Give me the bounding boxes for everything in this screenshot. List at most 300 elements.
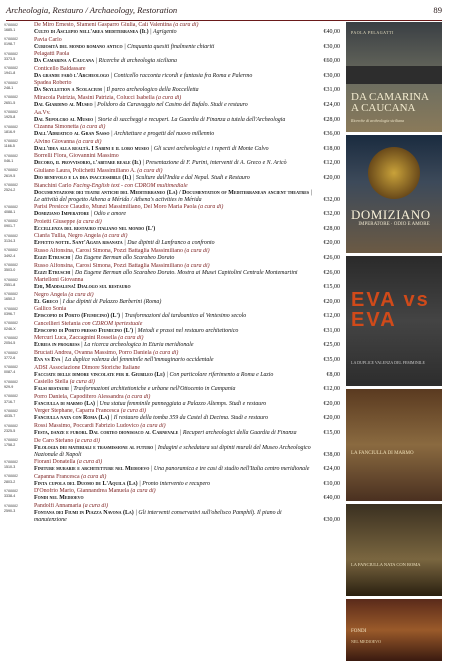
cover-title: DA CAMARINA A CAUCANA — [351, 91, 429, 114]
catalog-entry[interactable] — [4, 183, 340, 204]
isbn-prefix: 9788882 — [4, 80, 18, 85]
isbn-code — [4, 321, 34, 331]
entry-editor-note: (a cura di) — [69, 379, 95, 386]
entry-price: €36,00 — [323, 131, 340, 138]
isbn-suffix: 3772-6 — [4, 355, 16, 360]
entry-author: Parisi Presicce Claudio, Munzi Massimiliano, Del Moro Maria Paola — [34, 204, 197, 211]
entry-title: Filologia dei materiali e trasmissione al futuro — [34, 444, 154, 451]
isbn-suffix: 2590-3 — [4, 508, 16, 513]
entry-price: €15,00 — [323, 430, 340, 437]
isbn-code — [4, 219, 34, 229]
entry-price: €38,00 — [323, 451, 340, 458]
entry-price: €30,00 — [323, 43, 340, 50]
entry-title: Fontana dei Fiumi in Piazza Navona (La) — [34, 510, 134, 516]
catalog-list — [4, 22, 340, 525]
entry-author: Aa.Vv. — [34, 109, 51, 116]
isbn-suffix: 4088-1 — [4, 209, 16, 214]
entry-title-line — [34, 328, 314, 335]
catalog-entry[interactable] — [4, 263, 340, 277]
entry-author-line — [34, 183, 340, 190]
entry-author: Bianchini Carlo — [34, 182, 72, 189]
book-cover-fondi[interactable] — [346, 599, 442, 661]
isbn-code — [4, 424, 34, 434]
entry-title-line — [34, 510, 314, 524]
entry-author-line — [34, 394, 340, 401]
isbn-suffix: 0198-7 — [4, 42, 16, 47]
entry-author-line — [34, 95, 340, 102]
isbn-prefix: 9788882 — [4, 438, 18, 443]
isbn-prefix: 9788882 — [4, 183, 18, 188]
catalog-entry[interactable] — [4, 153, 340, 167]
entry-title: Decoro, il provvisorio, l'abitare reale (Il) — [34, 160, 142, 167]
entry-title-line — [34, 401, 314, 408]
isbn-prefix: 9788882 — [4, 168, 18, 173]
isbn-code — [4, 438, 34, 448]
isbn-suffix: 1925-8 — [4, 115, 16, 120]
entry-editor-note: (a cura di) — [198, 204, 224, 211]
isbn-prefix: 9788882 — [4, 219, 18, 224]
isbn-prefix: 9788882 — [4, 459, 18, 464]
entry-title-line — [34, 87, 314, 94]
catalog-entry[interactable] — [4, 80, 340, 94]
entry-subtitle: | Il restauro della tomba 359 da Castel di Decima. Studi e restauro — [109, 415, 269, 422]
entry-subtitle: | Polidoro da Caravaggio nel Casino del Bufalo. Studi e restauro — [92, 101, 248, 108]
entry-editor-note: (a cura di) — [74, 437, 100, 444]
entry-author-line — [34, 168, 340, 175]
entry-price: €60,00 — [323, 58, 340, 65]
entry-author: Fiorani Donatella — [34, 459, 76, 466]
isbn-code — [4, 474, 34, 484]
isbn-code — [4, 37, 34, 47]
entry-editor-note: (a cura di) — [156, 94, 182, 101]
isbn-prefix: 9788882 — [4, 153, 18, 158]
catalog-entry[interactable] — [4, 124, 340, 138]
entry-subtitle: | Da Eugene Berman allo Scarabeo Dorato. Mostra ai Musei Capitolini Centrale Montemartini — [70, 269, 298, 276]
entry-title-line — [34, 226, 314, 233]
entry-editor-note: (a cura di) — [153, 350, 179, 357]
entry-author: Giuliano Laura, Polichetti Massimiliano A. — [34, 167, 136, 174]
entry-author-line — [34, 292, 340, 299]
entry-title-line — [34, 284, 314, 291]
entry-title: Dio benevolo e la dea inaccessibile (Il) — [34, 174, 132, 181]
entry-subtitle: | Trasformazioni dal tardoantico al Ventesimo secolo — [120, 313, 247, 320]
isbn-suffix: 3373-5 — [4, 56, 16, 61]
book-cover-domiziano[interactable] — [346, 135, 442, 253]
isbn-prefix: 9788882 — [4, 335, 18, 340]
entry-title-line — [34, 58, 314, 65]
isbn-suffix: 3492-4 — [4, 253, 16, 258]
entry-editor-note: (a cura di) — [173, 22, 199, 28]
entry-author: Capanna Francesca — [34, 473, 80, 480]
isbn-suffix: 2619-5 — [4, 173, 16, 178]
entry-subtitle: | Da Eugene Berman allo Scarabeo Dorato — [70, 254, 175, 261]
isbn-suffix: 1816-9 — [4, 129, 16, 134]
entry-title: Documentazione dei teatri antichi del Mediterraneo (La) / Documentation of Mediterranean ancient theatres — [34, 189, 310, 196]
entry-subtitle: | I due dipinti di Palazzo Barberini (Roma) — [58, 298, 162, 305]
catalog-entry[interactable] — [4, 459, 340, 473]
cover-subtitle: IMPERATORE · ODIO E AMORE — [358, 222, 430, 227]
entry-subtitle: | Presentazione di F. Purini, interventi di A. Greco e N. Aricò — [141, 160, 287, 167]
entry-editor-note: Facing-English text - con CDROM multimediale — [72, 182, 188, 189]
entry-title-line — [34, 44, 314, 51]
catalog-entry[interactable] — [4, 474, 340, 488]
entry-subtitle: | La duplice valenza del femminile nell'immaginario occidentale — [60, 357, 214, 364]
entry-author: Pelagatti Paola — [34, 51, 70, 58]
isbn-prefix: 9788882 — [4, 423, 18, 428]
entry-editor-note: (a cura di) — [120, 408, 146, 415]
entry-price: €8,00 — [326, 371, 340, 378]
isbn-prefix: 9788882 — [4, 124, 18, 129]
entry-subtitle: | Odio e amore — [89, 211, 126, 218]
entry-price: €30,00 — [323, 517, 340, 523]
entry-editor-note: (a cura di) — [118, 335, 144, 342]
catalog-entry[interactable] — [4, 306, 340, 320]
entry-title: Facciate delle dimore vincolate per il Giubileo (Le) — [34, 371, 165, 378]
catalog-entry[interactable] — [4, 488, 340, 502]
isbn-suffix: 2054-5 — [4, 341, 16, 346]
entry-title-line — [34, 357, 314, 364]
isbn-prefix: 9788882 — [4, 488, 18, 493]
entry-subtitle: | Una panoramica e tre casi di studio nell'Italia centro meridionale — [149, 466, 310, 473]
entry-editor-note: con CDROM ipertestuale — [82, 320, 143, 327]
entry-subtitle: | Architetture e progetti del nuovo millennio — [109, 131, 215, 138]
entry-title: Finiture murarie e architetture nel Medioevo — [34, 466, 150, 473]
isbn-suffix: 4035-7 — [4, 414, 16, 419]
entry-subtitle: | Una statua femminile panneggiata a Palazzo Altemps. Studi e restauro — [94, 400, 267, 407]
entry-title-line — [34, 102, 314, 109]
entry-editor-note: (a cura di) — [68, 291, 94, 298]
isbn-code — [4, 351, 34, 361]
isbn-suffix: 248-1 — [4, 86, 14, 91]
entry-author: Rossi Massimo, Poccardi Fabrizio Ludovico — [34, 423, 139, 430]
isbn-code — [4, 110, 34, 120]
isbn-prefix: 9788882 — [4, 263, 18, 267]
entry-title: Episcopio di Porto (Fiumicino) (L') — [34, 313, 120, 320]
entry-title-line — [34, 372, 314, 379]
entry-title: Eva vs Eva — [34, 357, 61, 364]
cover-subtitle: LA DUPLICE VALENZA DEL FEMMINILE — [351, 360, 425, 365]
entry-title-line — [34, 481, 314, 488]
entry-subtitle: | Pronto intervento e recupero — [137, 480, 211, 487]
cover-title: LA FANCIULLA DI MARMO — [351, 451, 414, 456]
isbn-suffix: 1758-2 — [4, 443, 16, 448]
catalog-entry[interactable] — [4, 204, 340, 218]
catalog-entry[interactable] — [4, 66, 340, 80]
entry-title: Da grande farò l'Archeologo — [34, 72, 110, 79]
entry-title: Dal Sepolcro al Museo — [34, 116, 94, 123]
entry-subtitle: | Le attività del progetto Athena a Mérida / Athena's activities in Mérida — [34, 189, 313, 203]
catalog-entry[interactable] — [4, 233, 340, 247]
entry-price: €12,00 — [323, 160, 340, 167]
isbn-prefix: 9788882 — [4, 233, 18, 238]
isbn-code — [4, 460, 34, 470]
entry-price: €20,00 — [323, 174, 340, 181]
catalog-entry[interactable] — [4, 139, 340, 153]
isbn-code — [4, 183, 34, 193]
isbn-prefix: 9788882 — [4, 277, 18, 282]
isbn-suffix: 1510-3 — [4, 464, 16, 469]
entry-author: Russo Alfonsina, Carosi Simona, Pozzi Battaglia Massimiliano — [34, 262, 183, 269]
isbn-suffix: 0396-7 — [4, 311, 16, 316]
entry-author-line — [34, 488, 340, 495]
entry-author-line — [34, 350, 340, 357]
section-title: Archeologia, Restauro / Archaeology, Restoration — [6, 5, 178, 15]
entry-title: Finta cupola del Duomo de L'Aquila (La) — [34, 480, 138, 487]
entry-price: €20,00 — [323, 240, 340, 247]
catalog-entry[interactable] — [4, 350, 340, 364]
cover-author: PAOLA PELAGATTI — [351, 30, 394, 35]
entry-author-line — [34, 365, 340, 372]
entry-price: €18,00 — [323, 145, 340, 152]
entry-subtitle: | Agrigento — [148, 29, 177, 35]
entry-editor-note: (a cura di) — [82, 503, 108, 509]
isbn-code — [4, 81, 34, 91]
entry-title-line — [34, 73, 314, 80]
entry-price: €20,00 — [323, 415, 340, 422]
isbn-suffix: 1166-5 — [4, 144, 15, 149]
entry-title-line — [34, 342, 314, 349]
isbn-suffix: 1941-8 — [4, 71, 16, 76]
catalog-entry[interactable] — [4, 408, 340, 422]
entry-editor-note: (a cura di) — [137, 167, 163, 174]
isbn-code — [4, 263, 34, 273]
entry-title: Da Skylletion a Scolacium — [34, 87, 102, 94]
isbn-prefix: 9788882 — [4, 379, 18, 384]
entry-price: €20,00 — [323, 400, 340, 407]
entry-editor-note: (a cura di) — [76, 218, 102, 225]
isbn-prefix: 9788882 — [4, 292, 18, 297]
entry-price: €25,00 — [323, 342, 340, 349]
entry-title: Effetto notte. Sant'Agata risanata — [34, 240, 123, 247]
isbn-code — [4, 205, 34, 215]
isbn-code — [4, 66, 34, 76]
isbn-prefix: 9788882 — [4, 474, 18, 479]
entry-subtitle: | Sculture dall'India e dal Nepal. Studi e Restauro — [131, 174, 250, 181]
entry-title: Eccellenza del restauro italiano nel mondo (L') — [34, 225, 156, 232]
entry-author: Brucìati Andrea, Ovanna Massimo, Porro Daniela — [34, 350, 152, 357]
entry-price: €31,00 — [323, 87, 340, 94]
entry-editor-note: (a cura di) — [80, 124, 106, 131]
entry-editor-note: (a cura di) — [102, 233, 128, 240]
entry-author: Martelloni Giovanna — [34, 277, 84, 284]
isbn-suffix: 2325-5 — [4, 428, 16, 433]
entry-editor-note: (a cura di) — [130, 488, 156, 495]
entry-author-line — [34, 80, 340, 87]
isbn-code — [4, 292, 34, 302]
catalog-entry[interactable] — [4, 248, 340, 262]
entry-author: Negro Angela — [34, 291, 67, 298]
entry-title-line — [34, 313, 314, 320]
entry-subtitle: | Storie di saccheggi e recuperi. La Guardia di Finanza a tutela dell'Archeologia — [93, 116, 286, 123]
isbn-prefix: 9788882 — [4, 321, 18, 326]
entry-author: Cizanna Simonetta — [34, 124, 79, 131]
book-cover-fanciulla-marmo[interactable] — [346, 389, 442, 501]
entry-title: Da Camarina a Caucana — [34, 58, 95, 65]
catalog-entry[interactable] — [4, 292, 340, 306]
catalog-entry[interactable] — [4, 379, 340, 393]
entry-author: Verger Stephane, Caparra Francesca — [34, 408, 120, 415]
entry-price: €28,00 — [323, 225, 340, 232]
entry-author: D'Onofrio Mario, Giannandrea Manuela — [34, 488, 129, 495]
catalog-entry[interactable] — [4, 335, 340, 349]
isbn-prefix: 9788882 — [4, 66, 18, 71]
entry-price: €40,00 — [323, 29, 340, 35]
entry-author-line — [34, 459, 340, 466]
entry-author: Gallico Sonia — [34, 306, 67, 313]
entry-editor-note: (a cura di) — [76, 459, 103, 466]
entry-subtitle: | Con particolare riferimento a Roma e Lazio — [164, 371, 274, 378]
entry-price: €24,00 — [323, 466, 340, 473]
isbn-suffix: 0901-7 — [4, 224, 16, 229]
entry-price: €30,00 — [323, 72, 340, 79]
entry-author-line — [34, 110, 340, 117]
catalog-entry[interactable] — [4, 365, 340, 379]
cover-title: FONDI — [351, 629, 367, 634]
entry-author-line — [34, 423, 340, 430]
entry-author-line — [34, 66, 340, 73]
isbn-prefix: 9788882 — [4, 139, 18, 144]
isbn-suffix: 2651-5 — [4, 100, 16, 105]
page-number: 89 — [433, 5, 442, 15]
entry-title: Egizi Etruschi — [34, 269, 71, 276]
isbn-code — [4, 394, 34, 404]
entry-price: €35,00 — [323, 357, 340, 364]
entry-author-line — [34, 248, 340, 255]
entry-title-line — [34, 240, 314, 247]
catalog-entry[interactable] — [4, 394, 340, 408]
isbn-code — [4, 248, 34, 258]
isbn-code — [4, 365, 34, 375]
entry-price: €26,00 — [323, 269, 340, 276]
entry-title: Fondi nel Medioevo — [34, 495, 84, 502]
isbn-code — [4, 409, 34, 419]
entry-title-line — [34, 175, 314, 182]
entry-author-line — [34, 321, 340, 328]
entry-author-line — [34, 204, 340, 211]
entry-price: €28,00 — [323, 116, 340, 123]
isbn-suffix: 1650-2 — [4, 297, 16, 302]
catalog-entry[interactable] — [4, 37, 340, 51]
entry-price: €15,00 — [323, 284, 340, 291]
entry-title-line — [34, 211, 314, 218]
isbn-code — [4, 139, 34, 149]
isbn-suffix: 0087-4 — [4, 370, 16, 375]
entry-title: Festa, danze e furori. Dal corteo dionisiaco al Carnevale — [34, 430, 179, 437]
entry-title-line — [34, 430, 314, 437]
catalog-entry[interactable] — [4, 51, 340, 65]
isbn-prefix: 9788882 — [4, 51, 18, 56]
entry-price: €20,00 — [323, 298, 340, 305]
entry-author: Pavia Carlo — [34, 36, 62, 43]
entry-title: Ehi, Maddalena! Dialogo sul restauro — [34, 284, 131, 291]
isbn-suffix: 3134-3 — [4, 239, 16, 243]
entry-subtitle: | Cinquanta quesiti finalmente chiariti — [122, 43, 215, 50]
catalog-entry[interactable] — [4, 503, 340, 524]
entry-title-line — [34, 495, 314, 502]
catalog-entry[interactable] — [4, 219, 340, 233]
entry-title-line — [34, 29, 314, 36]
isbn-prefix: 9788882 — [4, 248, 18, 253]
catalog-entry[interactable] — [4, 277, 340, 291]
isbn-prefix: 9788882 — [4, 394, 18, 399]
catalog-entry[interactable] — [4, 423, 340, 437]
isbn-suffix: 929-9 — [4, 384, 14, 389]
isbn-suffix: 046-1 — [4, 159, 14, 164]
entry-title-line — [34, 190, 314, 204]
entry-author-line — [34, 124, 340, 131]
isbn-code — [4, 307, 34, 317]
entry-subtitle: | Conticello racconta ricordi e fantasia fra Roma e Palermo — [109, 72, 253, 79]
entry-subtitle: | Metodi e prassi nel restauro architettonico — [133, 327, 239, 334]
isbn-suffix: 1685-1 — [4, 27, 16, 32]
isbn-code — [4, 278, 34, 288]
cover-title: DOMIZIANO — [351, 207, 431, 222]
entry-title: El Greco — [34, 298, 59, 305]
entry-author-line — [34, 37, 340, 44]
entry-author: De Caro Stefano — [34, 437, 74, 444]
entry-author: Casiello Stella — [34, 379, 69, 386]
entry-title: Eubeia in progress — [34, 342, 80, 349]
entry-price: €24,00 — [323, 101, 340, 108]
cover-title: LA FANCIULLA NATA CON ROMA — [351, 562, 421, 567]
isbn-prefix: 9788882 — [4, 408, 18, 413]
isbn-code — [4, 336, 34, 346]
entry-price: €32,00 — [323, 196, 340, 203]
entry-title: Episcopio di Porto presso Fiumicino (L') — [34, 327, 134, 334]
entry-title-line — [34, 415, 314, 422]
entry-title-line — [34, 255, 314, 262]
isbn-suffix: 2551-8 — [4, 282, 16, 287]
isbn-prefix: 9788882 — [4, 37, 18, 42]
cover-column — [346, 22, 446, 664]
isbn-suffix: 2524-2 — [4, 188, 16, 193]
book-cover-eva[interactable] — [346, 256, 442, 386]
entry-author-line — [34, 51, 340, 58]
entry-price: €12,00 — [323, 313, 340, 320]
entry-price: €10,00 — [323, 480, 340, 487]
catalog-entry[interactable] — [4, 168, 340, 182]
entry-title: Dal Giardino al Museo — [34, 101, 93, 108]
entry-author: Borrelli Flora, Giovannini Massimo — [34, 153, 119, 160]
book-cover-fanciulla-roma[interactable] — [346, 504, 442, 596]
cover-subtitle: NEL MEDIOEVO — [351, 639, 381, 644]
entry-author: Cianfa Tullia, Negro Angela — [34, 233, 101, 240]
isbn-code — [4, 504, 34, 514]
entry-author: Mercuri Luca, Zaccagnini Rossella — [34, 335, 117, 342]
catalog-entry[interactable] — [4, 438, 340, 459]
isbn-code — [4, 380, 34, 390]
isbn-prefix: 9788882 — [4, 306, 18, 311]
entry-author-line — [34, 139, 340, 146]
catalog-entry[interactable] — [4, 22, 340, 36]
entry-title-line — [34, 270, 314, 277]
isbn-prefix: 9788882 — [4, 110, 18, 115]
catalog-entry[interactable] — [4, 321, 340, 335]
entry-subtitle: | Il parco archeologico della Roccelletta — [101, 87, 199, 94]
isbn-suffix: 3503-0 — [4, 268, 16, 273]
catalog-entry[interactable] — [4, 95, 340, 109]
entry-subtitle: | Recuperi archeologici della Guardia di Finanza — [178, 430, 297, 437]
entry-price: €31,00 — [323, 327, 340, 334]
entry-author-line — [34, 474, 340, 481]
entry-title: Dall'Adriatico al Gran Sasso — [34, 131, 110, 138]
entry-title-line — [34, 445, 314, 459]
book-cover-camarina[interactable] — [346, 22, 442, 132]
catalog-entry[interactable] — [4, 110, 340, 124]
entry-title-line — [34, 131, 314, 138]
entry-title: Dall'idea alla realtà. I Sabini e il loro museo — [34, 145, 150, 152]
isbn-prefix: 9788882 — [4, 204, 18, 209]
